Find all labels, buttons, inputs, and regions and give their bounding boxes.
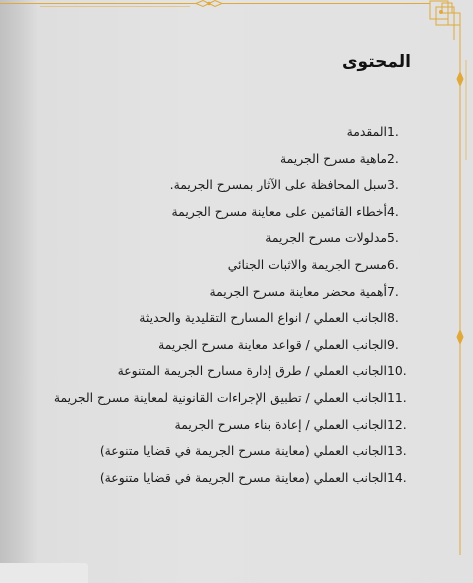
toc-item-number: 9. — [387, 336, 399, 352]
toc-item-text: الجانب العملي / طرق إدارة مسارح الجريمة المتنوعة — [117, 363, 387, 379]
toc-item-number: 13. — [387, 443, 407, 459]
toc-item-text: الجانب العملي / إعادة بناء مسرح الجريمة — [174, 416, 387, 432]
toc-item — [13, 150, 413, 177]
toc-item-number: 10. — [387, 363, 407, 379]
toc-item-number: 8. — [387, 310, 399, 326]
toc-item-number: 12. — [387, 416, 407, 432]
side-diamond-icon — [457, 72, 463, 86]
toc-item-number: 2. — [387, 150, 399, 166]
toc-item — [13, 442, 413, 469]
side-diamond-icon — [457, 330, 463, 344]
toc-item-text: مدلولات مسرح الجريمة — [265, 230, 387, 246]
toc-item-text: أخطاء القائمين على معاينة مسرح الجريمة — [171, 203, 387, 219]
toc-item — [13, 203, 413, 230]
toc-item-text: ماهية مسرح الجريمة — [279, 150, 387, 166]
toc-item-text: أهمية محضر معاينة مسرح الجريمة — [209, 283, 387, 299]
toc-item — [13, 229, 413, 256]
toc-item-number: 3. — [387, 177, 399, 193]
toc-item — [13, 362, 413, 389]
toc-item — [13, 176, 413, 203]
corner-ornament-icon — [430, 1, 460, 50]
center-ornament-icon — [196, 1, 222, 7]
toc-item — [13, 389, 413, 416]
toc-item-number: 7. — [387, 283, 399, 299]
toc-item-text: الجانب العملي / تطبيق الإجراءات القانونية لمعاينة مسرح الجريمة — [53, 389, 387, 405]
toc-item-text: الجانب العملي (معاينة مسرح الجريمة في قضايا متنوعة) — [99, 443, 387, 459]
table-of-contents — [13, 123, 413, 495]
toc-item — [13, 309, 413, 336]
toc-item-number: 11. — [387, 389, 407, 405]
toc-item — [13, 469, 413, 496]
toc-item — [13, 123, 413, 150]
toc-item-text: الجانب العملي / انواع المسارح التقليدية والحديثة — [139, 310, 387, 326]
toc-item-number: 1. — [387, 124, 399, 139]
toc-item-number: 4. — [387, 203, 399, 219]
toc-item — [13, 336, 413, 363]
toc-item-text: الجانب العملي / قواعد معاينة مسرح الجريمة — [158, 336, 387, 352]
toc-item — [13, 416, 413, 443]
toc-item-number: 14. — [387, 469, 407, 485]
toc-item — [13, 256, 413, 283]
page-title: المحتوى — [341, 52, 411, 72]
toc-item — [13, 283, 413, 310]
toc-item-text: سبل المحافظة على الآثار بمسرح الجريمة. — [169, 177, 387, 193]
toc-item-text: المقدمة — [346, 124, 387, 139]
page-corner-tab — [0, 563, 88, 583]
toc-item-text: الجانب العملي (معاينة مسرح الجريمة في قضايا متنوعة) — [99, 469, 387, 485]
toc-item-text: مسرح الجريمة والاثبات الجنائي — [227, 256, 387, 272]
toc-item-number: 5. — [387, 230, 399, 246]
toc-item-number: 6. — [387, 256, 399, 272]
